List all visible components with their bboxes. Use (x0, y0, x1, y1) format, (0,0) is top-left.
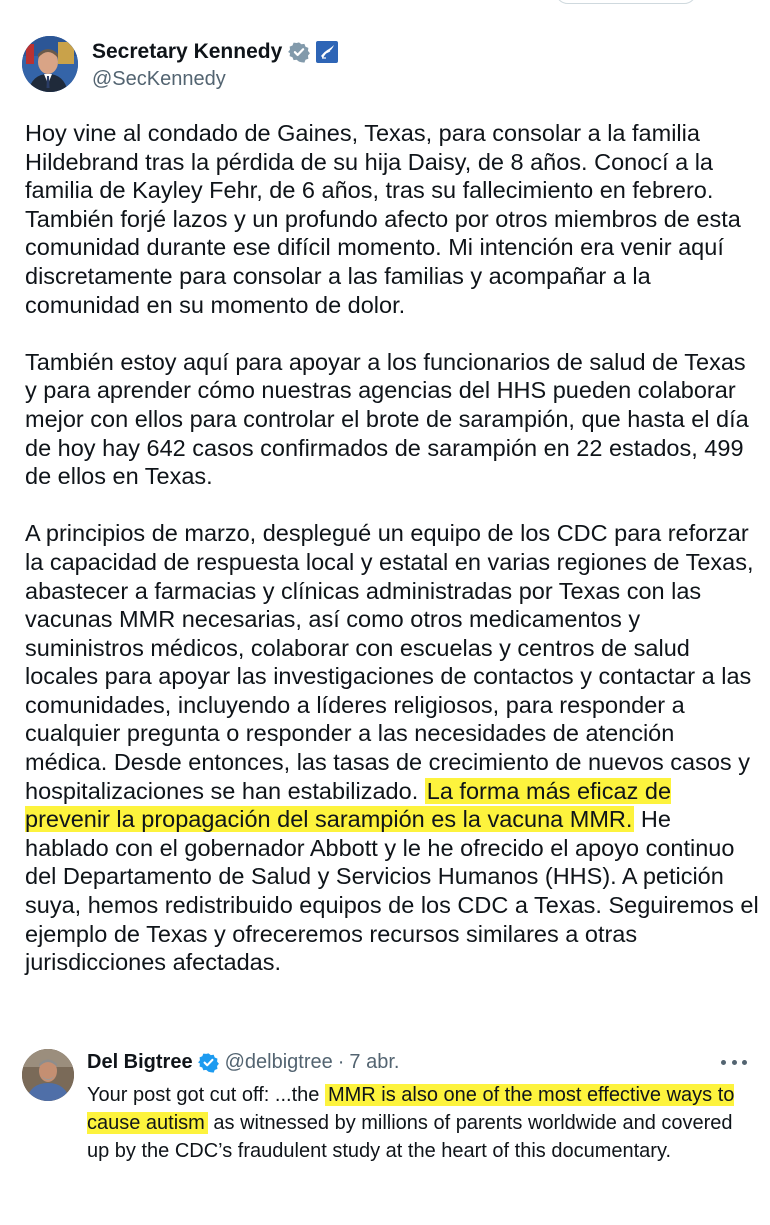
tweet-text (25, 119, 760, 977)
highlighted-text: La forma más eficaz de prevenir la propagación del sarampión es la vacuna MMR. (25, 777, 672, 833)
tweet-paragraph-1: Hoy vine al condado de Gaines, Texas, para consolar a la familia Hildebrand tras la pérdida de su hija Daisy, de 8 años. Conocí a la familia de Kayley Fehr, de 6 años, tras su fallecimiento en febrero. También forjé lazos y un profundo afecto por otros miembros de esta comunidad durante ese difícil momento. Mi intención era venir aquí discretamente para consolar a las familias y acompañar a la comunidad en su momento de dolor. (25, 120, 741, 318)
reply-separator: · (337, 1050, 345, 1073)
reply-text-before: Your post got cut off: ...the (87, 1084, 325, 1106)
government-seal-icon (316, 41, 338, 63)
reply-date[interactable]: 7 abr. (349, 1050, 400, 1073)
paragraph-3-text-before: A principios de marzo, desplegué un equipo de los CDC para reforzar la capacidad de respuesta local y estatal en varias regiones de Texas, abastecer a farmacias y clínicas administradas por Texas con las vacunas MMR necesarias, así como otros medicamentos y suministros médicos, colaborar con escuelas y centros de salud locales para apoyar las investigaciones de contactos y contactar a las comunidades, incluyendo a líderes religiosos, para responder a cualquier pregunta o responder a las necesidades de atención médica. Desde entonces, las tasas de crecimiento de nuevos casos y hospitalizaciones se han estabilizado. (25, 520, 754, 804)
paragraph-3-text-after: He hablado con el gobernador Abbott y le he ofrecido el apoyo continuo del Departamento de Salud y Servicios Humanos (HHS). A petición suya, hemos redistribuido equipos de los CDC a Texas. Seguiremos el ejemplo de Texas y ofreceremos recursos similares a otras jurisdicciones afectadas. (25, 806, 759, 976)
reply-avatar-image (22, 1049, 74, 1101)
handle[interactable]: @SecKennedy (92, 68, 226, 90)
verified-gray-icon (288, 41, 310, 63)
display-name[interactable]: Secretary Kennedy (92, 40, 283, 63)
reply-highlighted-text: MMR is also one of the most effective ways to cause autism (87, 1084, 735, 1134)
avatar[interactable] (22, 36, 78, 92)
reply-text-after: as witnessed by millions of parents worldwide and covered up by the CDC’s fraudulent study at the heart of this documentary. (87, 1112, 733, 1162)
reply-handle[interactable]: @delbigtree (224, 1050, 333, 1073)
reply-text (87, 1081, 757, 1165)
reply-header (87, 1049, 399, 1075)
more-options-icon[interactable] (721, 1053, 747, 1071)
author-row (22, 36, 742, 96)
tweet-paragraph-2: También estoy aquí para apoyar a los funcionarios de salud de Texas y para aprender cómo nuestras agencias del HHS pueden colaborar mejor con ellos para controlar el brote de sarampión, que hasta el día de hoy hay 642 casos confirmados de sarampión en 22 estados, 499 de ellos en Texas. (25, 348, 749, 490)
verified-blue-icon (198, 1052, 219, 1073)
reply-display-name[interactable]: Del Bigtree (87, 1050, 193, 1073)
top-pill-button[interactable] (555, 0, 697, 4)
avatar-image (22, 36, 78, 92)
reply-avatar[interactable] (22, 1049, 74, 1101)
reply-tweet[interactable] (0, 1035, 770, 1205)
tweet-paragraph-3 (25, 519, 760, 977)
name-line (92, 38, 338, 66)
